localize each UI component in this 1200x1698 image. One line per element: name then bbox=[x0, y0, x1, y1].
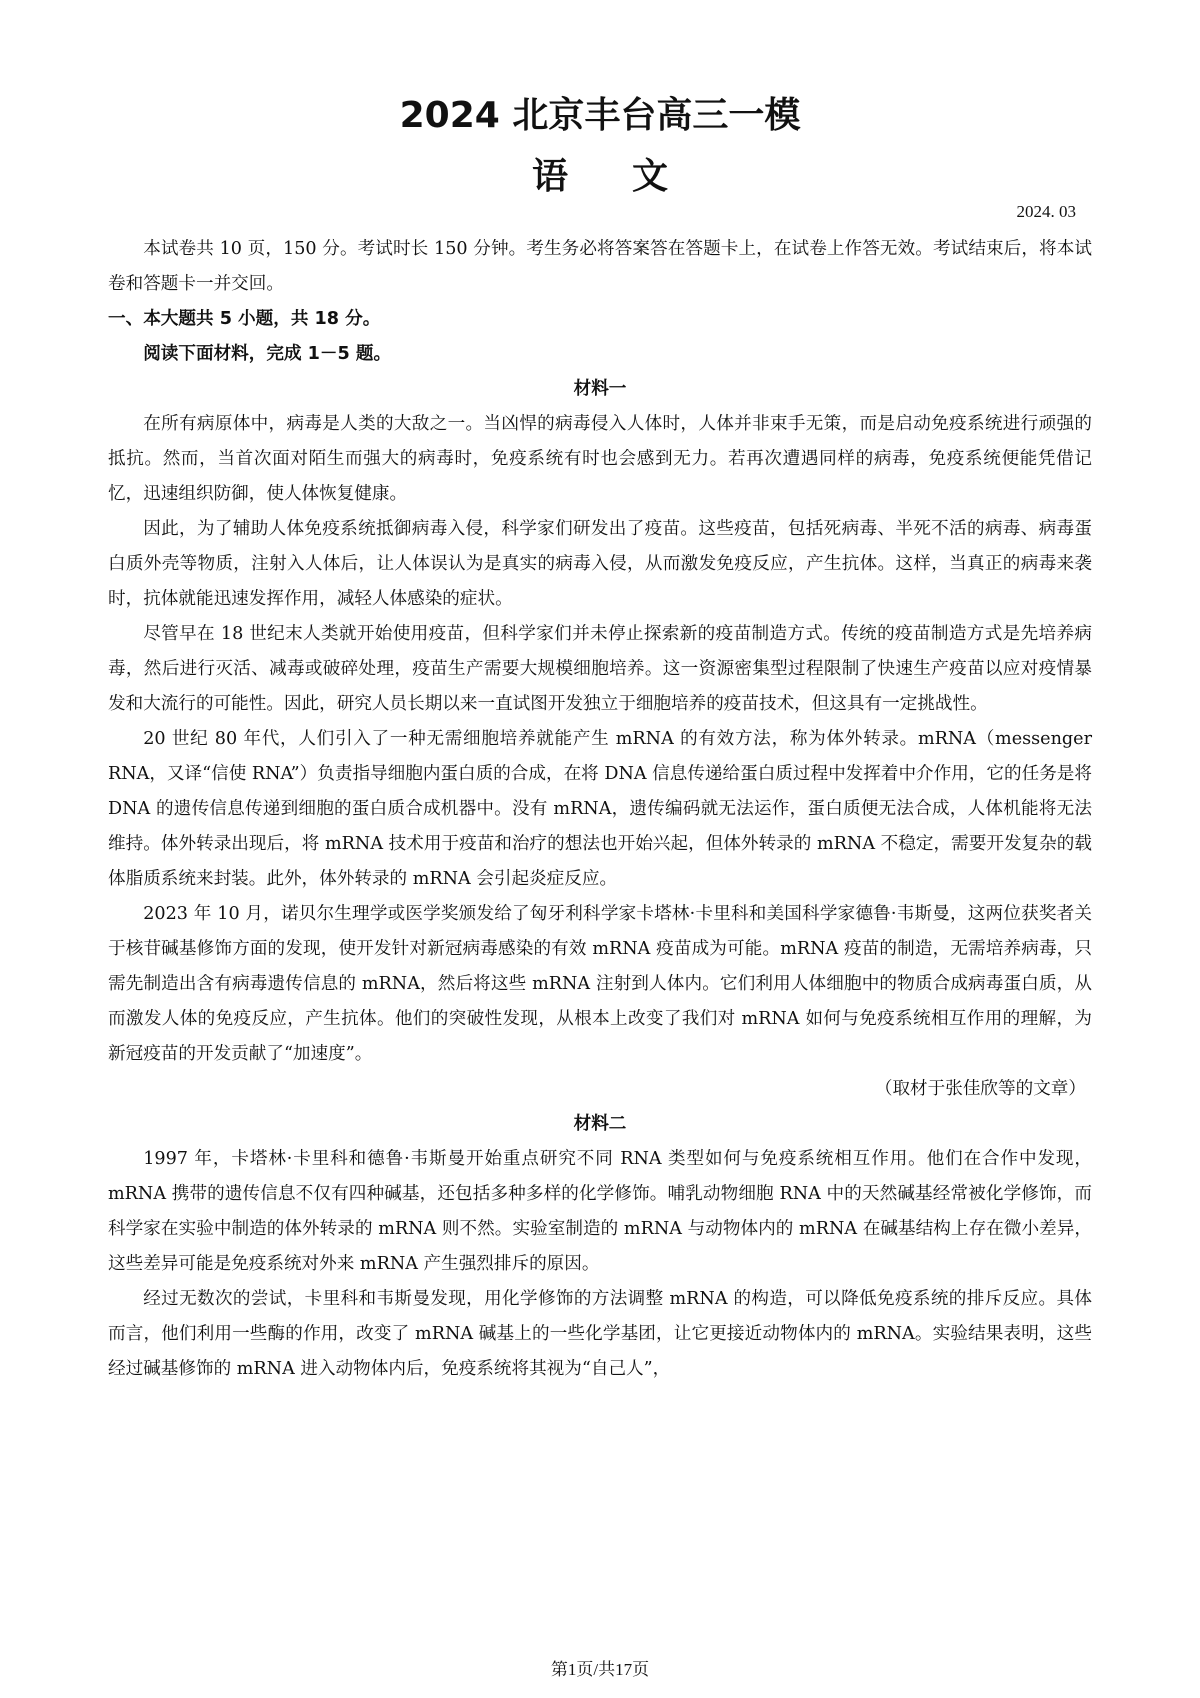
material-one-paragraph: 因此，为了辅助人体免疫系统抵御病毒入侵，科学家们研发出了疫苗。这些疫苗，包括死病毒、半死不活的病毒、病毒蛋白质外壳等物质，注射入人体后，让人体误认为是真实的病毒入侵，从而激发免疫反应，产生抗体。这样，当真正的病毒来袭时，抗体就能迅速发挥作用，减轻人体感染的症状。 bbox=[108, 519, 1092, 609]
exam-content bbox=[108, 232, 1092, 1387]
material-one-title: 材料一 bbox=[573, 379, 627, 399]
exam-instructions: 本试卷共 10 页，150 分。考试时长 150 分钟。考生务必将答案答在答题卡上，在试卷上作答无效。考试结束后，将本试卷和答题卡一并交回。 bbox=[108, 239, 1092, 294]
material-two-paragraph: 1997 年，卡塔林·卡里科和德鲁·韦斯曼开始重点研究不同 RNA 类型如何与免疫系统相互作用。他们在合作中发现，mRNA 携带的遗传信息不仅有四种碱基，还包括多种多样的化学修饰。哺乳动物细胞 RNA 中的天然碱基经常被化学修饰，而科学家在实验中制造的体外转录的 mRNA 则不然。实验室制造的 mRNA 与动物体内的 mRNA 在碱基结构上存在微小差异，这些差异可能是免疫系统对外来 mRNA 产生强烈排斥的原因。 bbox=[108, 1149, 1092, 1274]
material-one-paragraph: 在所有病原体中，病毒是人类的大敌之一。当凶悍的病毒侵入人体时，人体并非束手无策，而是启动免疫系统进行顽强的抵抗。然而，当首次面对陌生而强大的病毒时，免疫系统有时也会感到无力。若再次遭遇同样的病毒，免疫系统便能凭借记忆，迅速组织防御，使人体恢复健康。 bbox=[108, 414, 1092, 504]
reading-instruction: 阅读下面材料，完成 1－5 题。 bbox=[143, 344, 392, 364]
material-one-source: （取材于张佳欣等的文章） bbox=[874, 1079, 1086, 1099]
exam-title: 2024 北京丰台高三一模 bbox=[399, 95, 801, 136]
material-one-paragraph: 20 世纪 80 年代，人们引入了一种无需细胞培养就能产生 mRNA 的有效方法，称为体外转录。mRNA（messenger RNA，又译“信使 RNA”）负责指导细胞内蛋白质的合成，在将 DNA 信息传递给蛋白质过程中发挥着中介作用，它的任务是将 DNA 的遗传信息传递到细胞的蛋白质合成机器中。没有 mRNA，遗传编码就无法运作，蛋白质便无法合成，人体机能将无法维持。体外转录出现后，将 mRNA 技术用于疫苗和治疗的想法也开始兴起，但体外转录的 mRNA 不稳定，需要开发复杂的载体脂质系统来封装。此外，体外转录的 mRNA 会引起炎症反应。 bbox=[108, 729, 1092, 889]
material-two-title: 材料二 bbox=[573, 1114, 627, 1134]
material-one-paragraph: 2023 年 10 月，诺贝尔生理学或医学奖颁发给了匈牙利科学家卡塔林·卡里科和美国科学家德鲁·韦斯曼，这两位获奖者关于核苷碱基修饰方面的发现，使开发针对新冠病毒感染的有效 mRNA 疫苗成为可能。mRNA 疫苗的制造，无需培养病毒，只需先制造出含有病毒遗传信息的 mRNA，然后将这些 mRNA 注射到人体内。它们利用人体细胞中的物质合成病毒蛋白质，从而激发人体的免疫反应，产生抗体。他们的突破性发现，从根本上改变了我们对 mRNA 如何与免疫系统相互作用的理解，为新冠疫苗的开发贡献了“加速度”。 bbox=[108, 904, 1092, 1064]
exam-date: 2024. 03 bbox=[1016, 202, 1076, 221]
section-one-heading: 一、本大题共 5 小题，共 18 分。 bbox=[108, 309, 381, 329]
material-two-paragraph: 经过无数次的尝试，卡里科和韦斯曼发现，用化学修饰的方法调整 mRNA 的构造，可以降低免疫系统的排斥反应。具体而言，他们利用一些酶的作用，改变了 mRNA 碱基上的一些化学基团，让它更接近动物体内的 mRNA。实验结果表明，这些经过碱基修饰的 mRNA 进入动物体内后，免疫系统将其视为“自己人”， bbox=[108, 1289, 1092, 1379]
subject-title: 语文 bbox=[531, 156, 732, 197]
material-one-paragraph: 尽管早在 18 世纪末人类就开始使用疫苗，但科学家们并未停止探索新的疫苗制造方式。传统的疫苗制造方式是先培养病毒，然后进行灭活、减毒或破碎处理，疫苗生产需要大规模细胞培养。这一资源密集型过程限制了快速生产疫苗以应对疫情暴发和大流行的可能性。因此，研究人员长期以来一直试图开发独立于细胞培养的疫苗技术，但这具有一定挑战性。 bbox=[108, 624, 1092, 714]
page-number: 第1页/共17页 bbox=[550, 1660, 650, 1679]
